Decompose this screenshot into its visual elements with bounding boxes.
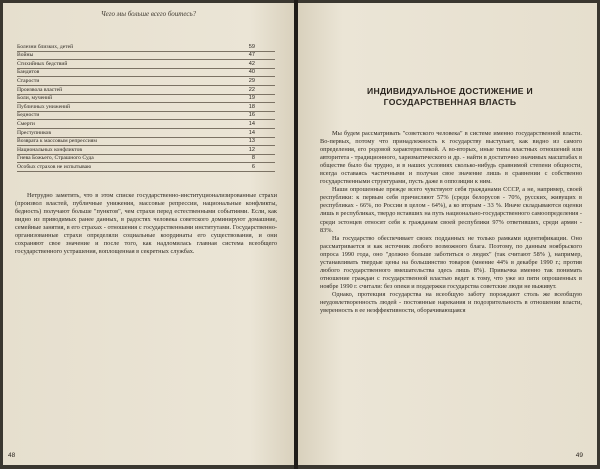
fear-label: Публичных унижений xyxy=(17,103,71,110)
fear-label: Национальных конфликтов xyxy=(17,146,83,153)
page-number-right: 49 xyxy=(575,452,583,459)
left-paragraph: Нетрудно заметить, что в этом списке государственно-институционализированные страхи (произвол властей, публичные унижения, массовые репрессии, национальные конфликты, бедность) получают больше "пунктов", чем страхи перед естественными событиями. Если, как видно из приводимых ранее данных, в радостях человека советского доминируют домашние, семейные занятия, в его страхах - отношения с государственными институтами. Государственно-организованные страхи определяли социальные координаты его существования, и они сохраняют свое значение и после того, как надломилась главная система всеобщего государственного устрашения, воплощенная в секретных службах. xyxy=(15,192,277,256)
fear-label: Бандитов xyxy=(17,69,40,76)
fear-row xyxy=(17,69,275,78)
fear-label: Боли, мучений xyxy=(17,95,53,102)
chapter-title xyxy=(320,86,580,108)
fear-value: 29 xyxy=(248,77,255,84)
fear-value: 18 xyxy=(248,103,255,110)
fear-label: Гнева Божьего, Страшного Суда xyxy=(17,155,94,162)
right-page xyxy=(298,3,597,465)
fears-table xyxy=(17,43,275,172)
fear-value: 14 xyxy=(248,120,255,127)
fear-row xyxy=(17,52,275,61)
fear-label: Преступников xyxy=(17,129,51,136)
running-head: Чего мы больше всего боитесь? xyxy=(100,10,197,18)
fear-label: Возврата к массовым репрессиям xyxy=(17,138,97,145)
fear-value: 42 xyxy=(248,60,255,67)
fear-value: 59 xyxy=(248,43,255,50)
fear-row xyxy=(17,120,275,129)
right-paragraph-4: Однако, протекция государства на всеобщую заботу порождают столь же всеобщую неудовлетворенность людей - постоянные нарекания и подозрительность в отношении власти, уверенность в ее неэффективности, оборачивающаяся xyxy=(320,290,582,315)
fear-label: Стихийных бедствий xyxy=(17,60,68,67)
right-column xyxy=(320,130,582,315)
fear-value: 19 xyxy=(248,95,255,102)
fear-value: 16 xyxy=(248,112,255,119)
fear-label: Войны xyxy=(17,52,34,59)
fear-label: Старости xyxy=(17,77,40,84)
fear-value: 8 xyxy=(251,155,255,162)
fear-label: Болезни близких, детей xyxy=(17,43,74,50)
right-paragraph-3: На государство обеспечивает своих подданных не только рамками идентификации. Оно рассматривается и как источник любого возможного блага. Поэтому, по данным ноябрьского опроса 1990 года, оно "должно больше заботиться о людях" (так считают 58% ), например, устанавливать твердые цены на большинство товаров (мнение 44% в декабре 1990 г.; против любого государственного вмешательства здесь лишь 8%). Привычка именно так понимать отношение граждан с государственной властью ведет к тому, что уже из пяти опрошенных в ноябре 1990 г. считали: без опеки и поддержки государства советские люди не выживут. xyxy=(320,234,582,290)
fear-row xyxy=(17,77,275,86)
fear-row xyxy=(17,112,275,121)
fear-row xyxy=(17,43,275,52)
fear-row xyxy=(17,138,275,147)
page-number-left: 48 xyxy=(8,452,16,459)
fear-row xyxy=(17,95,275,104)
fear-row xyxy=(17,103,275,112)
fear-label: Произвола властей xyxy=(17,86,63,93)
fear-label: Смерти xyxy=(17,120,35,127)
chapter-title-line-1: ИНДИВИДУАЛЬНОЕ ДОСТИЖЕНИЕ И xyxy=(366,86,534,96)
fear-row xyxy=(17,129,275,138)
fear-value: 40 xyxy=(248,69,255,76)
fear-row xyxy=(17,146,275,155)
fear-value: 12 xyxy=(248,146,255,153)
right-paragraph-1: Мы будем рассматривать "советского человека" в системе именно государственной власти. Во-первых, потому что принадлежность к государству выступает, как видно из самого определения, его родовой характеристикой. А во-вторых, иные типы властных отношений или авторитета - традиционного, харизматического и др. - найти в достаточно значимых масштабах в обществе было бы трудно, и в наших условиях сколько-нибудь сравнимой степени общности, всегда оставаясь частичными и получая свое значение лишь в сравнении с собственно государственными структурами, пусть даже в оппозиции к ним. xyxy=(320,130,582,186)
fear-value: 47 xyxy=(248,52,255,59)
fear-row xyxy=(17,163,275,172)
fear-row xyxy=(17,60,275,69)
fear-value: 6 xyxy=(251,163,255,170)
fear-row xyxy=(17,155,275,164)
fear-row xyxy=(17,86,275,95)
left-page xyxy=(3,3,294,465)
fear-value: 14 xyxy=(248,129,255,136)
chapter-title-line-2: ГОСУДАРСТВЕННАЯ ВЛАСТЬ xyxy=(383,97,517,107)
fear-value: 22 xyxy=(248,86,255,93)
fear-label: Особых страхов не испытываю xyxy=(17,163,92,170)
right-paragraph-2: Наши опрошенные прежде всего чувствуют себя гражданами СССР, а не, например, своей республики: к первым себя причисляют 57% (среди белорусов - 70%, русских, живущих в республиках - 66%, по России в целом - 64%), а ко вторым - 33 %. Иначе складываются оценки лишь в республиках, твердо вставших на путь национально-государственного самоопределения - среди эстонцев относят себя к гражданам своей республики 97% ответивших, среди армян - 83%. xyxy=(320,186,582,234)
fear-label: Бедности xyxy=(17,112,40,119)
fear-value: 13 xyxy=(248,138,255,145)
